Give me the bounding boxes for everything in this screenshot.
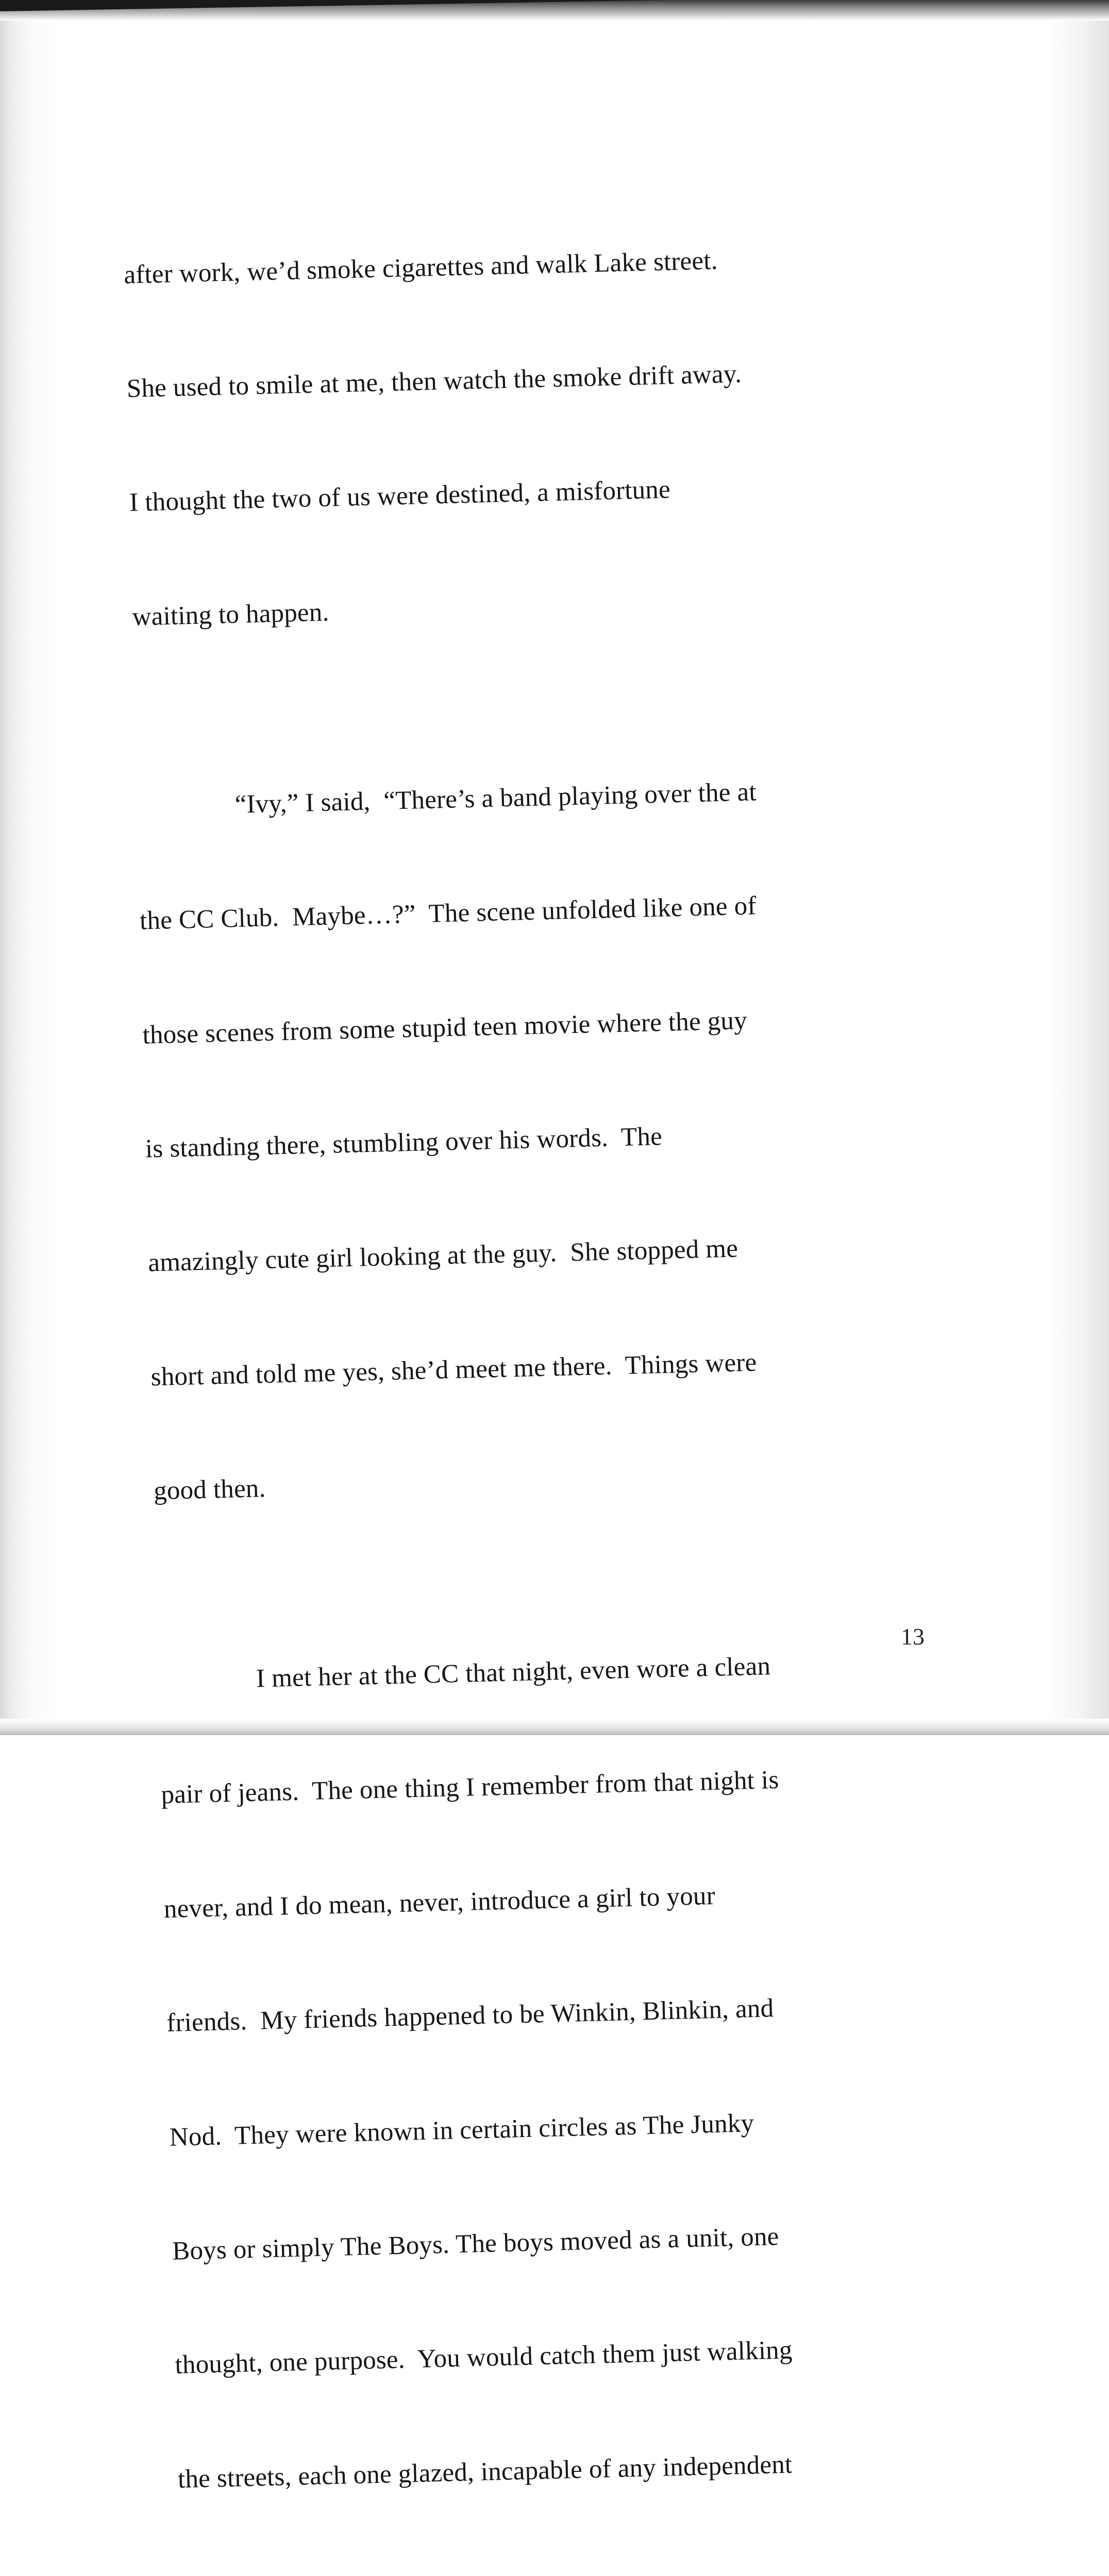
text-line: I thought the two of us were destined, a misfortune (129, 475, 671, 518)
page-body-text (122, 160, 1045, 2576)
text-line: the CC Club. Maybe…?” The scene unfolded like one of (139, 891, 757, 936)
text-line: amazingly cute girl looking at the guy. She stopped me (147, 1234, 738, 1278)
scan-bottom-edge (0, 1719, 1109, 1735)
text-line: those scenes from some stupid teen movie where the guy (142, 1006, 748, 1050)
text-line: She used to smile at me, then watch the smoke drift away. (126, 359, 742, 403)
text-line: Nod. They were known in certain circles as The Junky (169, 2108, 754, 2152)
page-number: 13 (901, 1623, 925, 1650)
text-line: short and told me yes, she’d meet me there. Things were (150, 1348, 757, 1392)
paragraph-3 (156, 1567, 997, 2576)
scan-top-shadow (0, 0, 1109, 21)
text-line: I met her at the CC that night, even wore a clean (256, 1652, 771, 1693)
text-line: friends. My friends happened to be Winkin, Blinkin, and (166, 1994, 774, 2038)
text-line: is standing there, stumbling over his words. The (145, 1122, 663, 1164)
text-line: Boys or simply The Boys. The boys moved as a unit, one (172, 2222, 780, 2266)
text-line: “Ivy,” I said, “There’s a band playing over the at (234, 777, 757, 819)
text-line: thought, one purpose. You would catch them just walking (174, 2335, 793, 2380)
paragraph-2 (135, 692, 970, 1586)
text-line: never, and I do mean, never, introduce a girl to your (163, 1881, 716, 1924)
text-line: pair of jeans. The one thing I remember from that night is (160, 1766, 780, 1810)
text-line: waiting to happen. (132, 598, 330, 632)
paragraph-1 (122, 160, 949, 712)
text-line: good then. (153, 1474, 266, 1506)
text-line (180, 2555, 995, 2576)
text-line: the streets, each one glazed, incapable of any independent (177, 2450, 793, 2494)
text-line: after work, we’d smoke cigarettes and walk Lake street. (123, 246, 718, 290)
